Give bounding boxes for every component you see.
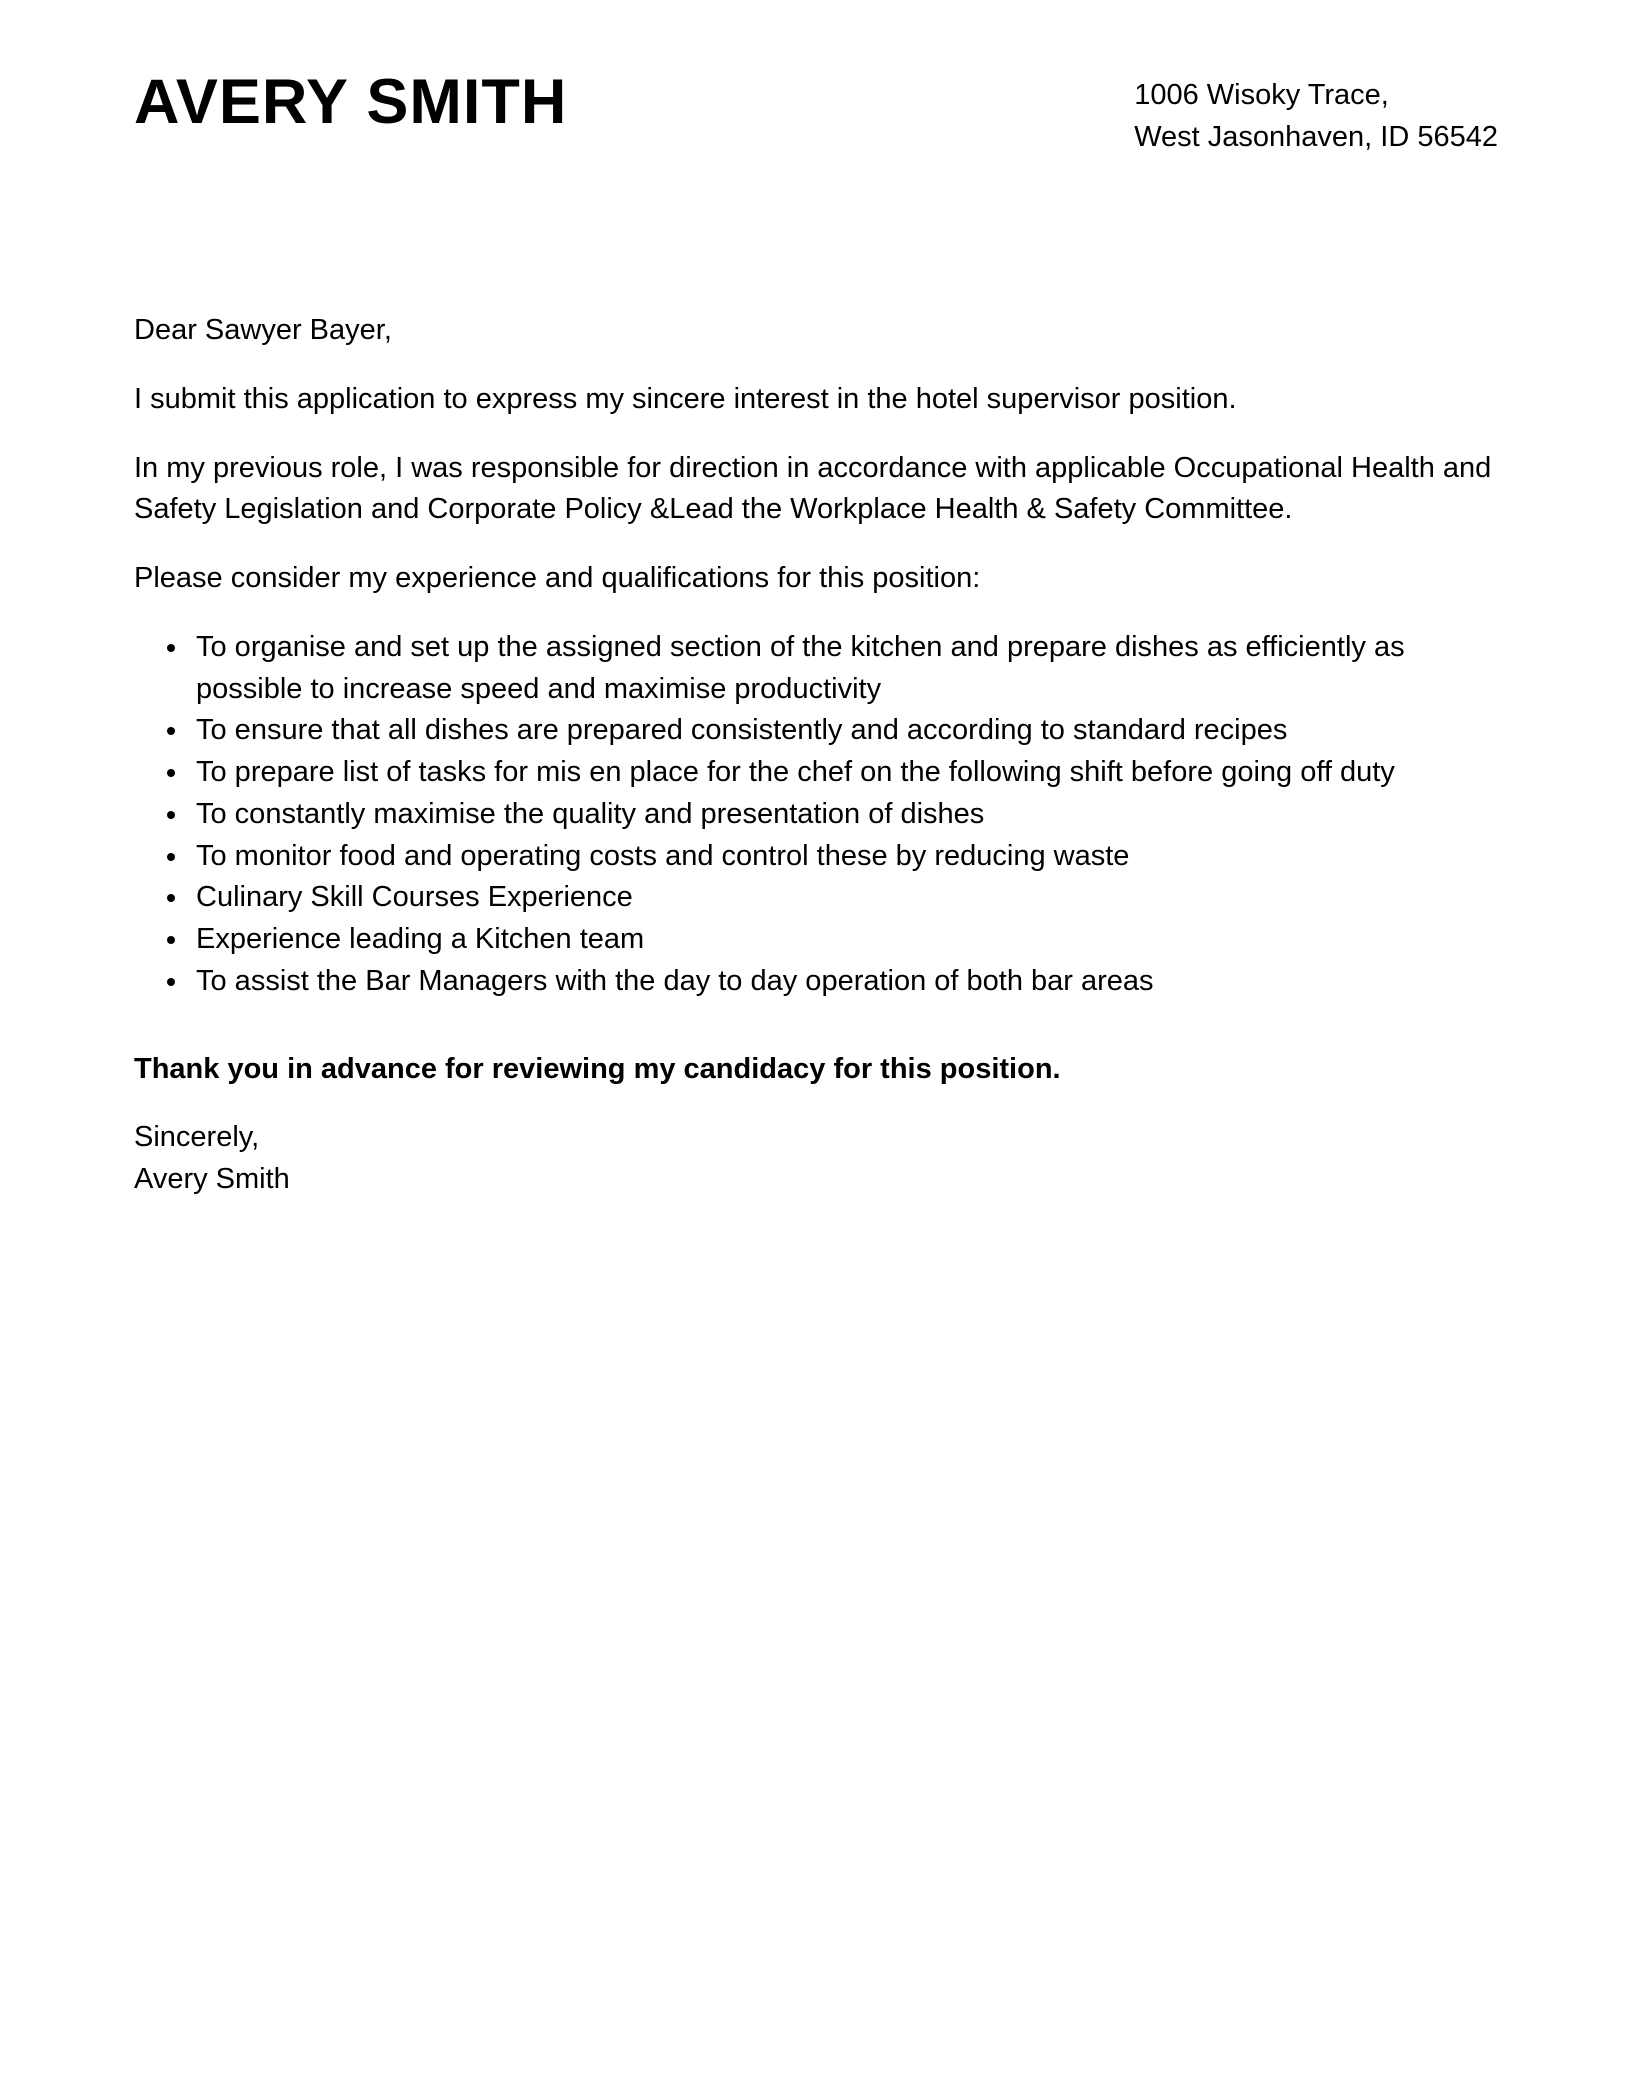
body-paragraph-2: Please consider my experience and qualifications for this position: [134, 562, 981, 595]
letter-header [0, 0, 1632, 158]
signoff-block [134, 1117, 1498, 1201]
bullet-item: • To constantly maximise the quality and presentation of dishes [190, 794, 1498, 836]
bullet-item: • To assist the Bar Managers with the day to day operation of both bar areas [190, 961, 1498, 1003]
letter-body [0, 310, 1632, 1201]
bullet-item: • To organise and set up the assigned section of the kitchen and prepare dishes as efficiently as possible to increase speed and maximise productivity [190, 627, 1498, 711]
salutation: Dear Sawyer Bayer, [134, 314, 392, 347]
signature: Avery Smith [134, 1163, 290, 1196]
qualifications-list [134, 627, 1498, 1003]
sender-name: AVERY SMITH [134, 67, 568, 137]
bullet-item: • To monitor food and operating costs and control these by reducing waste [190, 836, 1498, 878]
bullet-item: • To prepare list of tasks for mis en place for the chef on the following shift before going off duty [190, 752, 1498, 794]
closing-statement: Thank you in advance for reviewing my candidacy for this position. [134, 1052, 1061, 1085]
bullet-item: • To ensure that all dishes are prepared consistently and according to standard recipes [190, 710, 1498, 752]
bullet-item: • Experience leading a Kitchen team [190, 919, 1498, 961]
sender-address [1134, 74, 1498, 158]
address-line-2: West Jasonhaven, ID 56542 [1134, 121, 1498, 154]
bullet-item: • Culinary Skill Courses Experience [190, 877, 1498, 919]
intro-paragraph: I submit this application to express my sincere interest in the hotel supervisor position. [134, 382, 1237, 415]
signoff: Sincerely, [134, 1121, 260, 1154]
body-paragraph-1: In my previous role, I was responsible for direction in accordance with applicable Occupational Health and Safety Legislation and Corporate Policy &Lead the Workplace Health & Safety Committee. [134, 451, 1492, 526]
address-line-1: 1006 Wisoky Trace, [1134, 79, 1389, 111]
